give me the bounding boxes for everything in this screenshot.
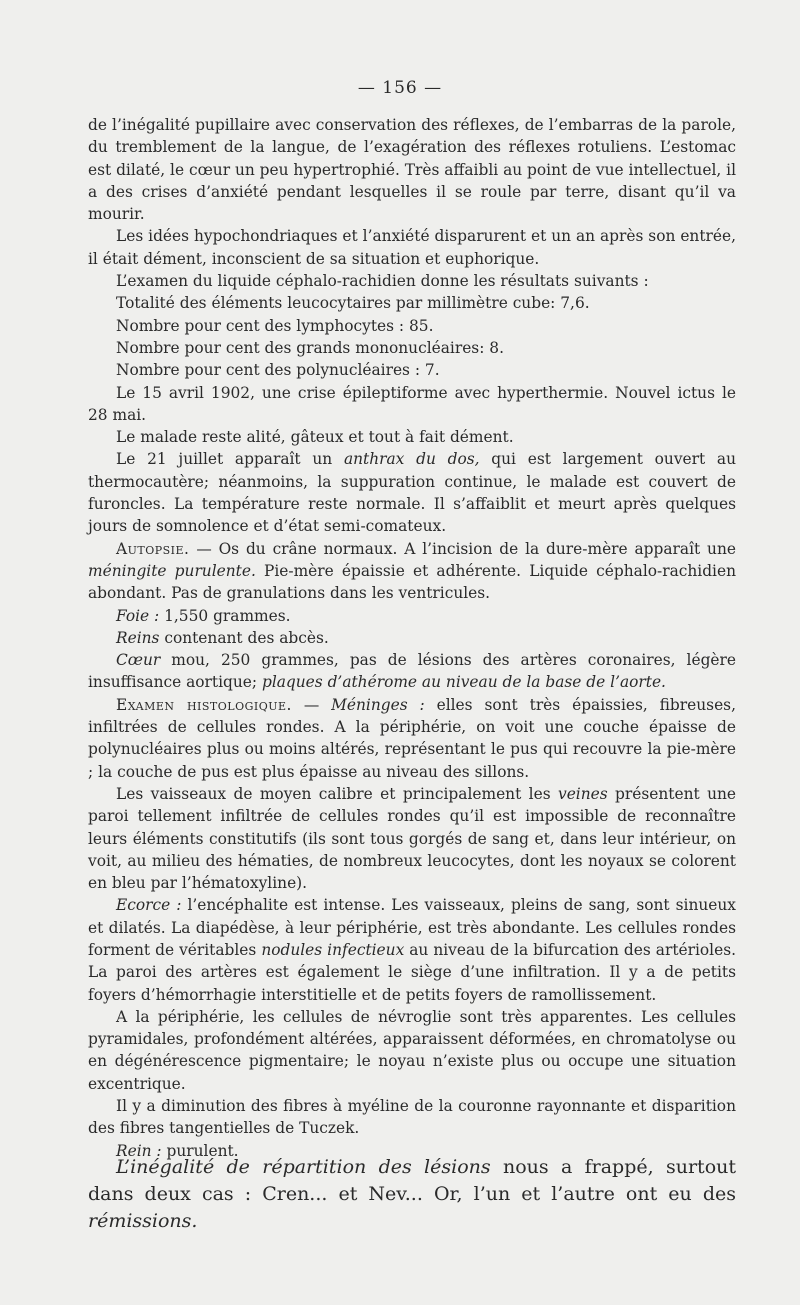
paragraph bbox=[88, 1154, 736, 1235]
paragraph: de l’inégalité pupillaire avec conservation des réflexes, de l’embarras de la parole, du tremblement de la langue, de l’exagération des réflexes rotuliens. L’estomac est dilaté, le cœur un peu hypertrophié. Très affaibli au point de vue intellectuel, il a des crises d’anxiété pendant lesquelles il se roule par terre, disant qu’il va mourir. bbox=[88, 116, 736, 224]
paragraph: Nombre pour cent des polynucléaires : 7. bbox=[116, 361, 440, 380]
paragraph bbox=[88, 605, 736, 627]
paragraph: Le 15 avril 1902, une crise épileptiforme avec hyperthermie. Nouvel ictus le 28 mai. bbox=[88, 383, 736, 424]
text-run: au niveau de la bifurcation des artérioles. La paroi des artères est également le siège d’une infiltration. Il y a de petits foyers d’hémorrhagie interstitielle et de petits foyers de ramollissement. bbox=[88, 940, 736, 1004]
emphasis: L’inégalité de répartition des lésions bbox=[116, 1156, 491, 1178]
section-heading: Autopsie. bbox=[116, 539, 190, 558]
paragraph: Les idées hypochondriaques et l’anxiété disparurent et un an après son entrée, il était dément, inconscient de sa situation et euphorique. bbox=[88, 227, 736, 268]
text-run: — bbox=[291, 695, 332, 714]
paragraph bbox=[88, 538, 736, 605]
text-run: présentent une paroi tellement infiltrée de cellules rondes qu’il est impossible de reconnaître leurs éléments constitutifs (ils sont tous gorgés de sang et, dans leur intérieur, on voit, au milieu des hématies, de nombreux leucocytes, dont les noyaux se colorent en bleu par l’hématoxyline). bbox=[88, 784, 736, 893]
text-run: mou, 250 grammes, pas de lésions des artères coronaires, légère insuffisance aortique; bbox=[88, 651, 736, 692]
emphasis: nodules infectieux bbox=[261, 940, 405, 959]
emphasis: veines bbox=[558, 784, 608, 803]
text-run: elles sont très épaissies, fibreuses, infiltrées de cellules rondes. A la périphérie, on voit une couche épaisse de polynucléaires plus ou moins altérés, représentant le pus qui recouvre la pie-mère ; la couche de pus est plus épaisse au niveau des sillons. bbox=[88, 695, 736, 781]
text-run: contenant des abcès. bbox=[159, 628, 329, 647]
emphasis: Rein : bbox=[116, 1141, 162, 1160]
paragraph bbox=[88, 448, 736, 537]
paragraph bbox=[88, 694, 736, 783]
text-run: nous a frappé, surtout dans deux cas : Cren... et Nev... Or, l’un et l’autre ont eu des bbox=[88, 1156, 737, 1205]
text-run: qui est largement ouvert au thermocautère; néanmoins, la suppuration continue, le malade est couvert de furoncles. La température reste normale. Il s’affaiblit et meurt après quelques jours de somnolence et d’état semi-comateux. bbox=[88, 450, 736, 536]
page-number: — 156 — bbox=[357, 78, 443, 98]
emphasis: méningite purulente. bbox=[88, 561, 256, 580]
paragraph: Nombre pour cent des lymphocytes : 85. bbox=[116, 316, 434, 335]
emphasis: Cœur bbox=[116, 651, 161, 670]
paragraph: Totalité des éléments leucocytaires par millimètre cube: 7,6. bbox=[116, 294, 590, 313]
paragraph bbox=[88, 649, 736, 694]
emphasis: Foie : bbox=[116, 606, 160, 625]
text-run: l’encéphalite est intense. Les vaisseaux, pleins de sang, sont sinueux et dilatés. La diapédèse, à leur périphérie, est très abondante. Les cellules rondes forment de véritables bbox=[88, 896, 736, 959]
emphasis: Reins bbox=[116, 628, 160, 647]
text-run: Le 21 juillet apparaît un bbox=[116, 450, 344, 469]
emphasis: plaques d’athérome au niveau de la base de l’aorte. bbox=[261, 673, 666, 692]
body-text bbox=[88, 114, 736, 1162]
emphasis: Méninges : bbox=[331, 695, 425, 714]
paragraph bbox=[88, 894, 736, 1005]
text-run: 1,550 grammes. bbox=[159, 606, 291, 625]
emphasis: rémissions. bbox=[88, 1210, 198, 1232]
paragraph: A la périphérie, les cellules de névroglie sont très apparentes. Les cellules pyramidales, profondément altérées, apparaissent déformées, en chromatolyse ou en dégénérescence pigmentaire; le noyau n’existe plus ou occupe une situation excentrique. bbox=[88, 1007, 736, 1093]
emphasis: Ecorce : bbox=[116, 896, 182, 915]
text-run: Les vaisseaux de moyen calibre et principalement les bbox=[116, 784, 558, 803]
paragraph bbox=[88, 783, 736, 894]
closing-text bbox=[88, 1154, 736, 1235]
paragraph: Le malade reste alité, gâteux et tout à fait dément. bbox=[116, 428, 514, 447]
paragraph: Nombre pour cent des grands mononucléaires: 8. bbox=[116, 338, 504, 357]
section-heading: Examen histologique. bbox=[116, 695, 292, 714]
text-run: purulent. bbox=[161, 1141, 239, 1160]
paragraph: Il y a diminution des fibres à myéline de la couronne rayonnante et disparition des fibres tangentielles de Tuczek. bbox=[88, 1097, 736, 1138]
text-run: Pie-mère épaissie et adhérente. Liquide céphalo-rachidien abondant. Pas de granulations dans les ventricules. bbox=[88, 561, 736, 603]
paragraph: L’examen du liquide céphalo-rachidien donne les résultats suivants : bbox=[116, 272, 649, 291]
text-run: — Os du crâne normaux. A l’incision de la dure-mère apparaît une bbox=[189, 539, 736, 558]
emphasis: anthrax du dos, bbox=[343, 450, 480, 469]
paragraph bbox=[88, 627, 736, 649]
